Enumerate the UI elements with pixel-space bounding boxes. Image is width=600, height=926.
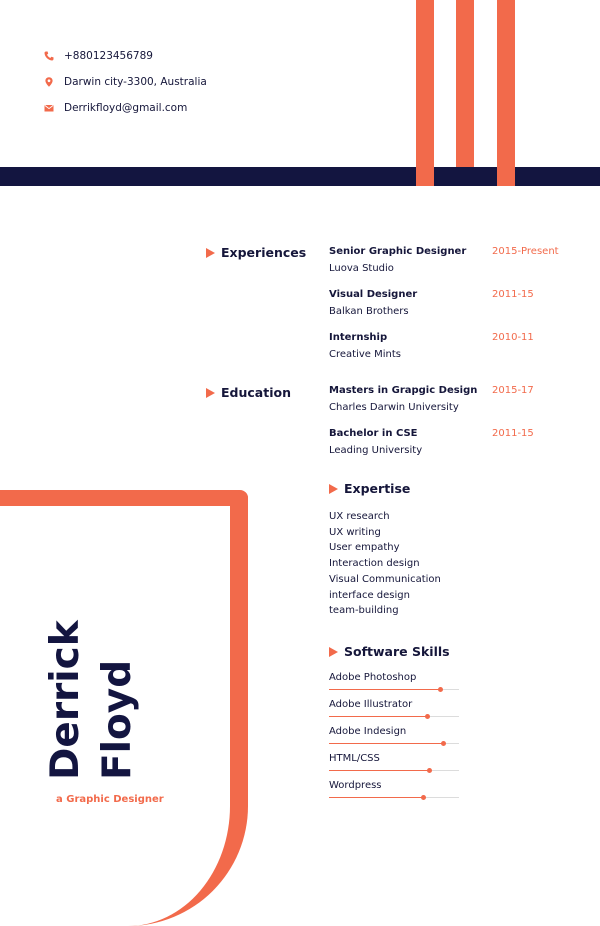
expertise-heading [329,481,410,496]
skill-bar-knob [427,768,432,773]
entry-org: Leading University [329,445,423,456]
experience-entry [329,289,569,317]
education-entry [329,385,569,413]
location-pin-icon [44,77,54,87]
phone-icon [44,51,54,61]
experiences-heading-text: Experiences [221,245,307,260]
entry-date: 2011-15 [492,428,534,439]
skill-row [329,780,461,802]
entry-org: Creative Mints [329,349,401,360]
contact-phone [44,50,153,62]
skill-name: Wordpress [329,780,382,791]
skill-row [329,672,461,694]
first-name: Derrick [43,620,88,780]
skill-bar-knob [441,741,446,746]
experiences-heading [206,245,306,260]
triangle-bullet-icon [206,248,215,258]
name-block [40,620,144,780]
skill-bar-knob [421,795,426,800]
expertise-item: Interaction design [329,558,420,570]
skill-row [329,753,461,775]
expertise-item: User empathy [329,542,400,554]
address-text: Darwin city-3300, Australia [64,76,207,88]
skills-heading [329,644,450,659]
skill-bar-track [329,797,459,798]
mail-icon [44,103,54,113]
email-text: Derrikfloyd@gmail.com [64,102,188,114]
experience-entry [329,332,569,360]
skill-name: HTML/CSS [329,753,380,764]
skill-bar-knob [425,714,430,719]
decor-stripe-1 [416,0,434,186]
skill-row [329,699,461,721]
education-heading [206,385,291,400]
triangle-bullet-icon [206,388,215,398]
education-entry [329,428,569,456]
phone-text: +880123456789 [64,50,153,62]
skill-name: Adobe Photoshop [329,672,417,683]
experience-entry [329,246,569,274]
entry-date: 2015-Present [492,246,559,257]
entry-title: Visual Designer [329,289,418,300]
skill-row [329,726,461,748]
expertise-item: UX research [329,511,390,522]
entry-title: Bachelor in CSE [329,428,418,439]
skill-name: Adobe Illustrator [329,699,413,710]
expertise-list [329,509,441,619]
triangle-bullet-icon [329,647,338,657]
skill-bar-track [329,743,459,744]
decor-stripe-3-overlay [497,167,515,186]
skill-bar-knob [438,687,443,692]
decor-stripe-2 [456,0,474,186]
entry-date: 2015-17 [492,385,534,396]
skill-bar-track [329,689,459,690]
skill-bar-fill [329,689,440,690]
decor-stripe-1-overlay [416,167,434,186]
skill-bar-fill [329,716,427,717]
decor-stripe-3 [497,0,515,186]
skill-bar-fill [329,743,443,744]
expertise-item: Visual Communication [329,573,441,585]
last-name: Floyd [95,659,140,780]
skill-bar-track [329,770,459,771]
expertise-item: UX writing [329,526,381,538]
entry-date: 2011-15 [492,289,534,300]
entry-title: Masters in Grapgic Design [329,385,478,396]
entry-date: 2010-11 [492,332,534,343]
entry-org: Balkan Brothers [329,306,409,317]
skill-name: Adobe Indesign [329,726,407,737]
tagline: a Graphic Designer [56,794,164,805]
expertise-item: interface design [329,589,410,601]
entry-title: Internship [329,332,388,343]
expertise-item: team-building [329,605,399,617]
skills-heading-text: Software Skills [344,644,450,659]
entry-title: Senior Graphic Designer [329,246,467,257]
entry-org: Charles Darwin University [329,402,459,413]
expertise-heading-text: Expertise [344,481,411,496]
skill-bar-fill [329,797,423,798]
skill-bar-fill [329,770,429,771]
entry-org: Luova Studio [329,263,394,274]
triangle-bullet-icon [329,484,338,494]
skill-bar-track [329,716,459,717]
education-heading-text: Education [221,385,291,400]
contact-email [44,102,187,114]
contact-address [44,76,207,88]
